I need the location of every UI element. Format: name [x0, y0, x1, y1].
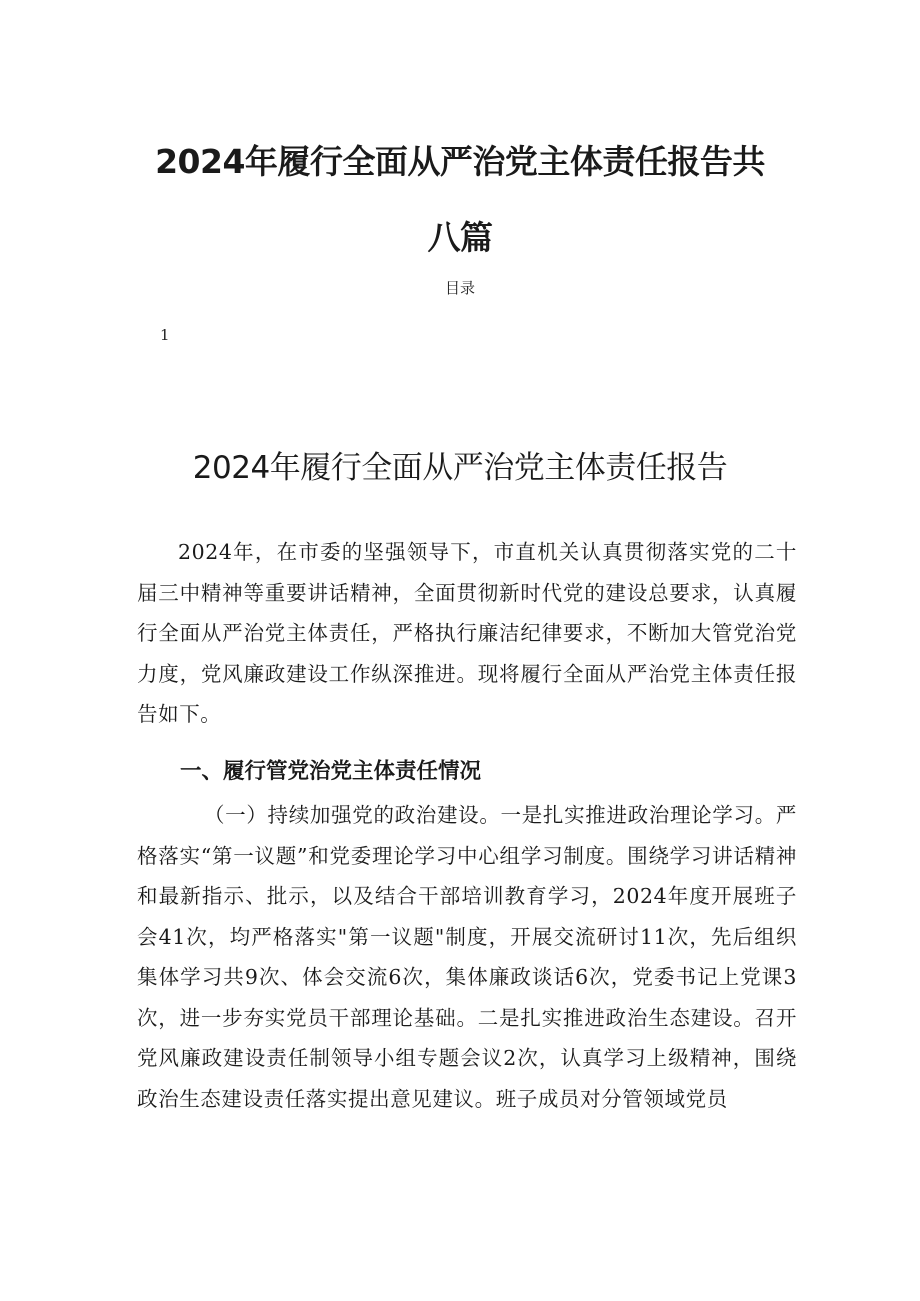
- intro-paragraph: 2024年，在市委的坚强领导下，市直机关认真贯彻落实党的二十届三中精神等重要讲话精神，全面贯彻新时代党的建设总要求，认真履行全面从严治党主体责任，严格执行廉洁纪律要求，不断加大管党治党力度，党风廉政建设工作纵深推进。现将履行全面从严治党主体责任报告如下。: [137, 540, 797, 726]
- section-heading: 一、履行管党治党主体责任情况: [180, 759, 482, 784]
- section-paragraph: （一）持续加强党的政治建设。一是扎实推进政治理论学习。严格落实“第一议题”和党委理论学习中心组学习制度。围绕学习讲话精神和最新指示、批示，以及结合干部培训教育学习，2024年度开展班子会41次，均严格落实"第一议题"制度，开展交流研讨11次，先后组织集体学习共9次、体会交流6次，集体廉政谈话6次，党委书记上党课3次，进一步夯实党员干部理论基础。二是扎实推进政治生态建设。召开党风廉政建设责任制领导小组专题会议2次，认真学习上级精神，围绕政治生态建设责任落实提出意见建议。班子成员对分管领域党员: [137, 803, 797, 1111]
- toc-label: 目录: [444, 279, 475, 297]
- document-title-line1: 2024年履行全面从严治党主体责任报告共: [155, 142, 765, 181]
- toc-entry: 1: [160, 326, 170, 344]
- document-title-line2: 八篇: [427, 218, 493, 257]
- report-title: 2024年履行全面从严治党主体责任报告: [192, 450, 728, 486]
